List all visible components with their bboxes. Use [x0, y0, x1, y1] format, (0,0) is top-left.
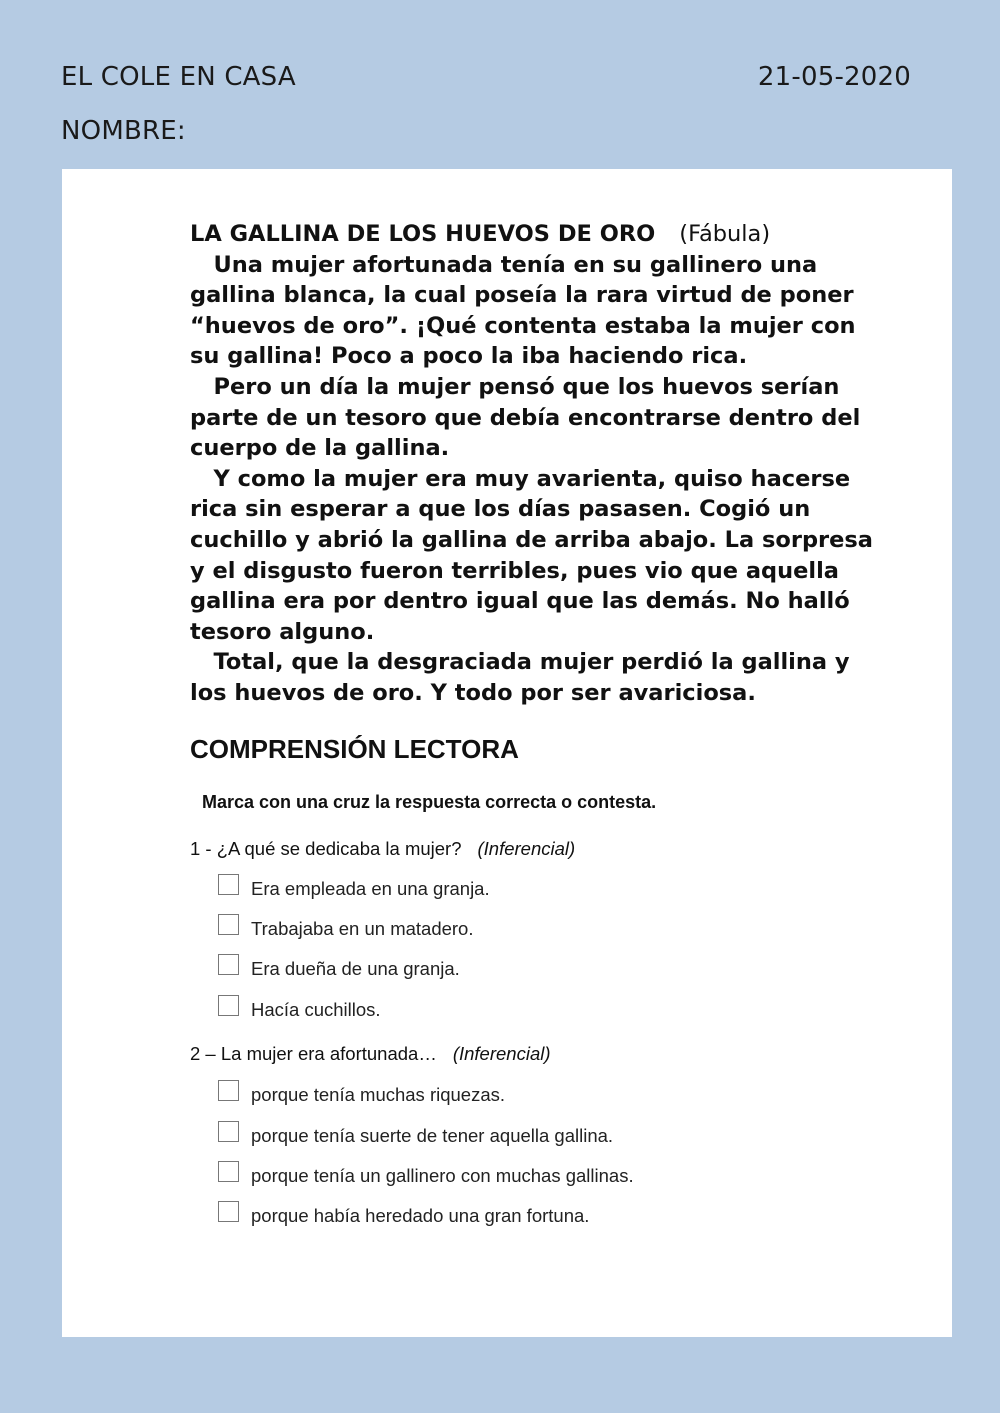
story-genre: (Fábula) [679, 221, 771, 247]
story-line: “huevos de oro”. ¡Qué contenta estaba la mujer con [190, 312, 856, 339]
question-2-tag: (Inferencial) [452, 1043, 551, 1064]
checkbox[interactable] [218, 1201, 239, 1222]
story-title-line [190, 219, 910, 250]
checkbox[interactable] [218, 874, 239, 895]
instruction-text: Marca con una cruz la respuesta correcta o contesta. [202, 792, 657, 812]
q1-option-3[interactable] [218, 957, 460, 981]
header-date: 21-05-2020 [757, 62, 911, 92]
question-1-text: 1 - ¿A qué se dedicaba la mujer? [190, 838, 462, 859]
story-line: parte de un tesoro que debía encontrarse dentro del [190, 404, 861, 431]
option-label: porque había heredado una gran fortuna. [251, 1205, 590, 1226]
q2-option-4[interactable] [218, 1204, 589, 1228]
question-2 [190, 1043, 551, 1065]
q2-option-3[interactable] [218, 1164, 634, 1188]
header-school: EL COLE EN CASA [61, 62, 296, 92]
story-line: y el disgusto fueron terribles, pues vio que aquella [190, 557, 839, 584]
header-name-label: NOMBRE: [61, 116, 186, 146]
story-line: cuerpo de la gallina. [190, 435, 450, 462]
story-line: gallina blanca, la cual poseía la rara virtud de poner [190, 282, 854, 309]
question-1 [190, 838, 575, 860]
checkbox[interactable] [218, 914, 239, 935]
option-label: porque tenía muchas riquezas. [251, 1084, 506, 1105]
story-line: Y como la mujer era muy avarienta, quiso hacerse [190, 465, 851, 492]
checkbox[interactable] [218, 1161, 239, 1182]
story-line: los huevos de oro. Y todo por ser avariciosa. [190, 679, 756, 706]
option-label: Hacía cuchillos. [251, 999, 381, 1020]
option-label: Era dueña de una granja. [251, 958, 460, 979]
checkbox[interactable] [218, 995, 239, 1016]
story-line: Una mujer afortunada tenía en su gallinero una [190, 251, 818, 278]
q2-option-2[interactable] [218, 1124, 613, 1148]
q2-option-1[interactable] [218, 1083, 505, 1107]
worksheet-page [62, 169, 952, 1337]
q1-option-1[interactable] [218, 877, 490, 901]
comprehension-title: COMPRENSIÓN LECTORA [190, 734, 519, 764]
story-text [190, 219, 910, 709]
checkbox[interactable] [218, 1121, 239, 1142]
story-title: LA GALLINA DE LOS HUEVOS DE ORO [190, 221, 656, 247]
q1-option-2[interactable] [218, 917, 474, 941]
story-line: Pero un día la mujer pensó que los huevos serían [190, 373, 840, 400]
question-2-text: 2 – La mujer era afortunada… [190, 1043, 437, 1064]
story-line: tesoro alguno. [190, 618, 375, 645]
q1-option-4[interactable] [218, 998, 381, 1022]
option-label: Trabajaba en un matadero. [251, 918, 474, 939]
question-1-tag: (Inferencial) [477, 838, 576, 859]
story-line: cuchillo y abrió la gallina de arriba abajo. La sorpresa [190, 526, 873, 553]
story-line: su gallina! Poco a poco la iba haciendo rica. [190, 343, 748, 370]
story-line: Total, que la desgraciada mujer perdió la gallina y [190, 649, 850, 676]
story-line: gallina era por dentro igual que las demás. No halló [190, 588, 850, 615]
option-label: porque tenía un gallinero con muchas gallinas. [251, 1165, 634, 1186]
option-label: porque tenía suerte de tener aquella gallina. [251, 1125, 614, 1146]
checkbox[interactable] [218, 1080, 239, 1101]
checkbox[interactable] [218, 954, 239, 975]
story-line: rica sin esperar a que los días pasasen. Cogió un [190, 496, 811, 523]
option-label: Era empleada en una granja. [251, 878, 490, 899]
